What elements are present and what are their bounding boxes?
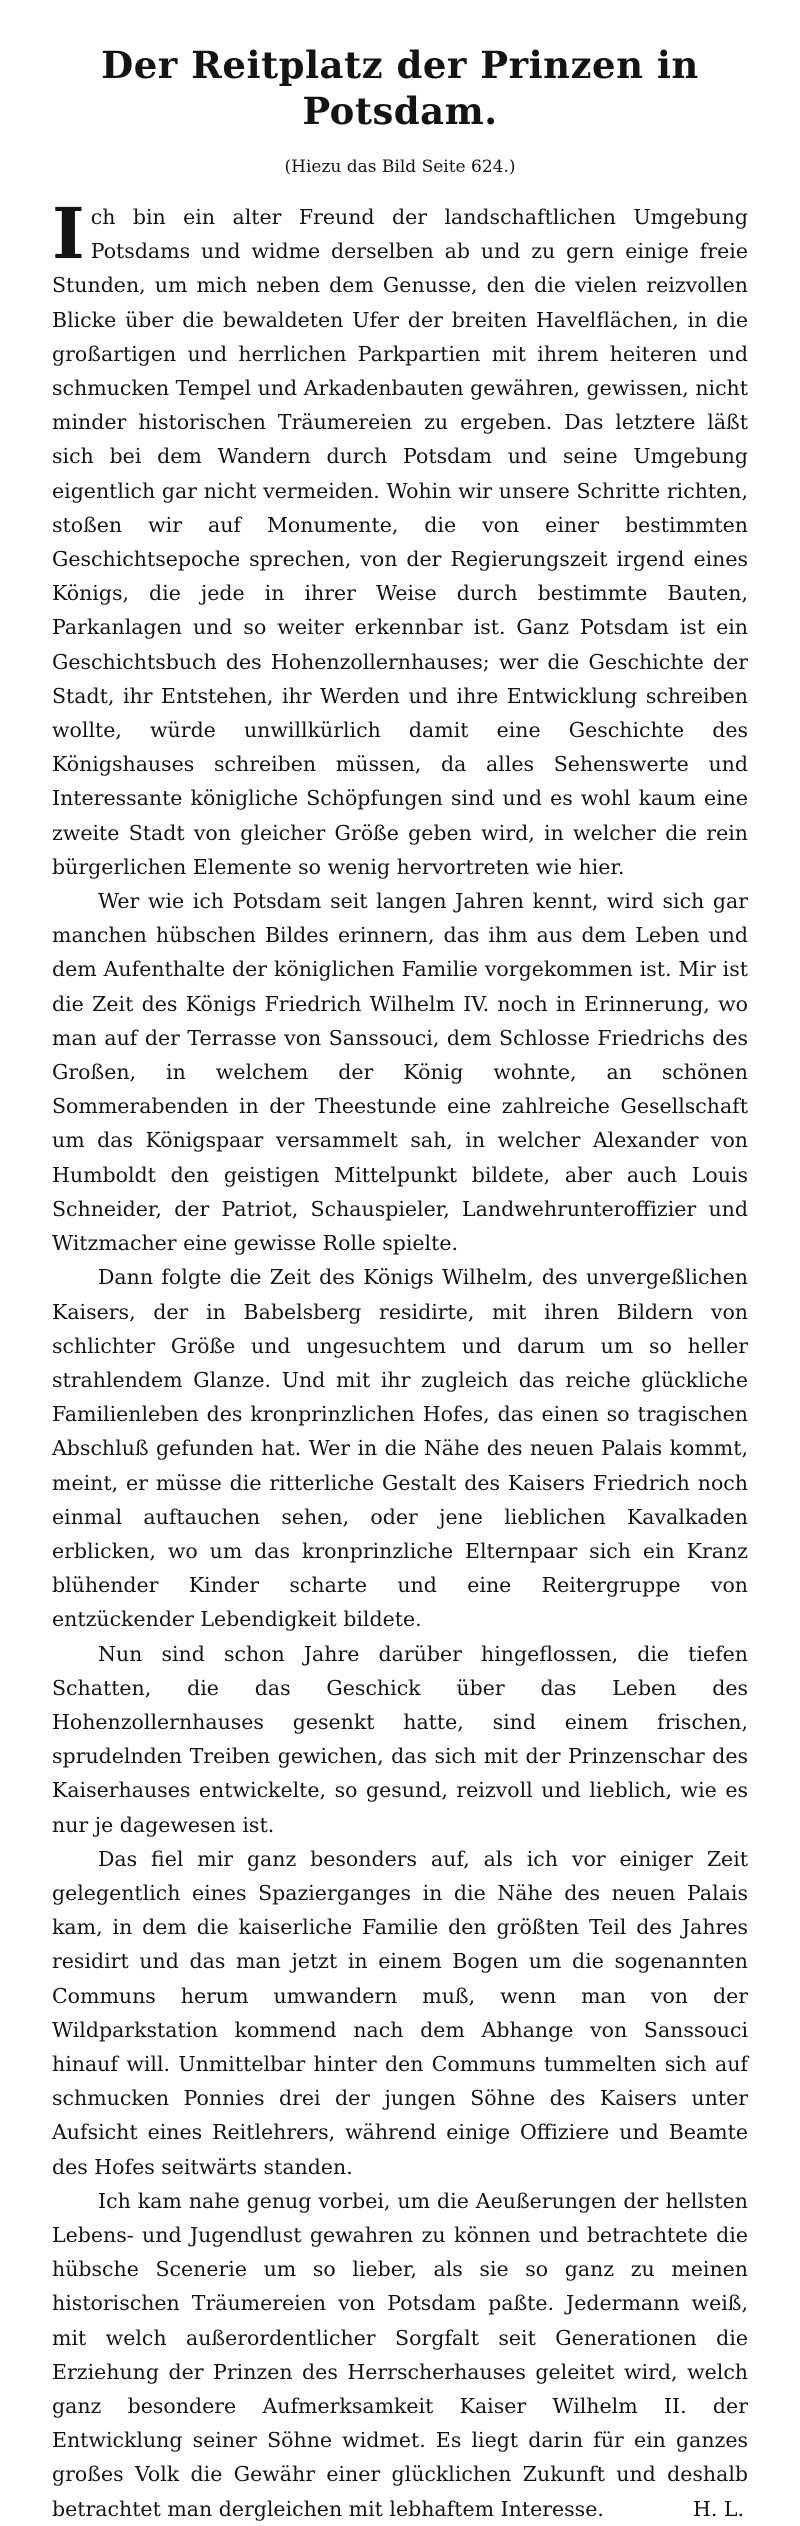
paragraph-3: Dann folgte die Zeit des Königs Wilhelm, des unvergeßlichen Kaisers, der in Babelsberg residirte, mit ihren Bildern von schlichter Größe und ungesuchtem und darum um so heller strahlendem Glanze. Und mit ihr zugleich das reiche glückliche Familienleben des kronprinzlichen Hofes, das einen so tragischen Abschluß gefunden hat. Wer in die Nähe des neuen Palais kommt, meint, er müsse die ritterliche Gestalt des Kaisers Friedrich noch einmal auftauchen sehen, oder jene lieblichen Kavalkaden erblicken, wo um das kronprinzliche Elternpaar sich ein Kranz blühender Kinder scharte und eine Reitergruppe von entzückender Lebendigkeit bildete. [52,1265,748,1632]
article-title: Der Reitplatz der Prinzen in Potsdam. [101,43,699,133]
paragraph-4: Nun sind schon Jahre darüber hingeflossen, die tiefen Schatten, die das Geschick über das Leben des Hohenzollernhauses gesenkt hatte, sind einem frischen, sprudelnden Treiben gewichen, das sich mit der Prinzenschar des Kaiserhauses entwickelte, so gesund, reizvoll und lieblich, wie es nur je dagewesen ist. [52,1641,748,1837]
article-body [52,192,748,2526]
paragraph-5: Das fiel mir ganz besonders auf, als ich vor einiger Zeit gelegentlich eines Spazierganges in die Nähe des neuen Palais kam, in dem die kaiserliche Familie den größten Teil des Jahres residirt und das man jetzt in einem Bogen um die sogenannten Communs herum umwandern muß, wenn man von der Wildparkstation kommend nach dem Abhange von Sanssouci hinauf will. Unmittelbar hinter den Communs tummelten sich auf schmucken Ponnies drei der jungen Söhne des Kaisers unter Aufsicht eines Reitlehrers, während einige Offiziere und Beamte des Hofes seitwärts standen. [52,1846,748,2179]
article-page [52,22,748,2526]
article-subtitle: (Hiezu das Bild Seite 624.) [284,157,516,177]
paragraph-6: Ich kam nahe genug vorbei, um die Aeußerungen der hellsten Lebens- und Jugendlust gewahren zu können und betrachtete die hübsche Scenerie um so lieber, als sie so ganz zu meinen historischen Träumereien von Potsdam paßte. Jedermann weiß, mit welch außerordentlicher Sorgfalt seit Generationen die Erziehung der Prinzen des Herrscherhauses geleitet wird, welch ganz besondere Aufmerksamkeit Kaiser Wilhelm II. der Entwicklung seiner Söhne widmet. Es liegt darin für ein ganzes großes Volk die Gewähr einer glücklichen Zukunft und deshalb betrachtet man dergleichen mit lebhaftem Interesse. [52,2188,748,2521]
author-signature: H. L. [692,2496,744,2521]
paragraph-1: Ich bin ein alter Freund der landschaftlichen Umgebung Potsdams und widme derselben ab und zu gern einige freie Stunden, um mich neben dem Genusse, den die vielen reizvollen Blicke über die bewaldeten Ufer der breiten Havelflächen, in die großartigen und herrlichen Parkpartien mit ihrem heiteren und schmucken Tempel und Arkadenbauten gewähren, gewissen, nicht minder historischen Träumereien zu ergeben. Das letztere läßt sich bei dem Wandern durch Potsdam und seine Umgebung eigentlich gar nicht vermeiden. Wohin wir unsere Schritte richten, stoßen wir auf Monumente, die von einer bestimmten Geschichtsepoche sprechen, von der Regierungszeit irgend eines Königs, die jede in ihrer Weise durch bestimmte Bauten, Parkanlagen und so weiter erkennbar ist. Ganz Potsdam ist ein Geschichtsbuch des Hohenzollernhauses; wer die Geschichte der Stadt, ihr Entstehen, ihr Werden und ihre Entwicklung schreiben wollte, würde unwillkürlich damit eine Geschichte des Königshauses schreiben müssen, da alles Sehenswerte und Interessante königliche Schöpfungen sind und es wohl kaum eine zweite Stadt von gleicher Größe geben wird, in welcher die rein bürgerlichen Elemente so wenig hervortreten wie hier. [52,192,748,879]
paragraph-2: Wer wie ich Potsdam seit langen Jahren kennt, wird sich gar manchen hübschen Bildes erinnern, das ihm aus dem Leben und dem Aufenthalte der königlichen Familie vorgekommen ist. Mir ist die Zeit des Königs Friedrich Wilhelm IV. noch in Erinnerung, wo man auf der Terrasse von Sanssouci, dem Schlosse Friedrichs des Großen, in welchem der König wohnte, an schönen Sommerabenden in der Theestunde eine zahlreiche Gesellschaft um das Königspaar versammelt sah, in welcher Alexander von Humboldt den geistigen Mittelpunkt bildete, aber auch Louis Schneider, der Patriot, Schauspieler, Landwehrunteroffizier und Witzmacher eine gewisse Rolle spielte. [52,889,748,1256]
